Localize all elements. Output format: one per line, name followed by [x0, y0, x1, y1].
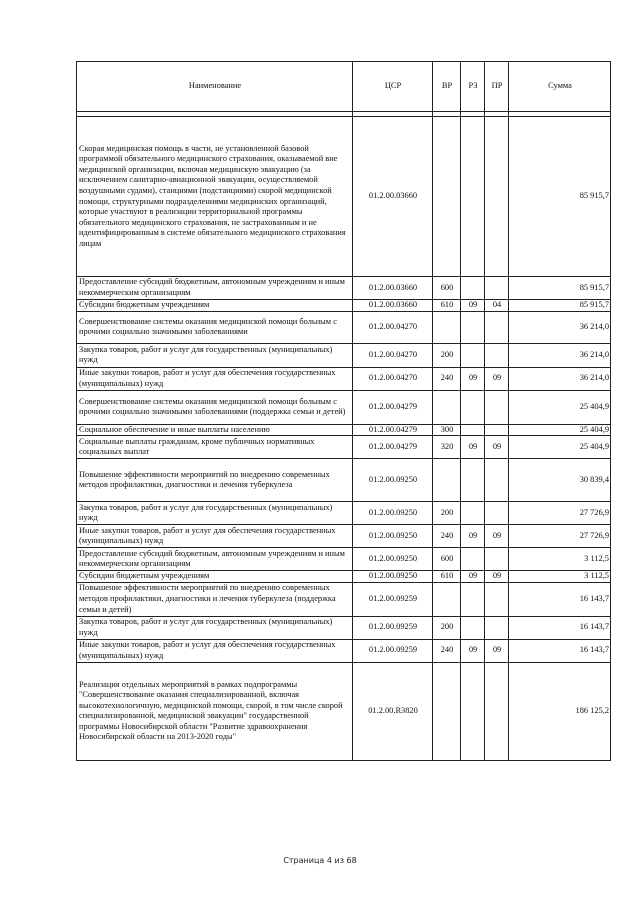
row-csr-cell: 01.2.00.03660: [353, 117, 433, 277]
row-name-cell: Закупка товаров, работ и услуг для государственных (муниципальных) нужд: [77, 616, 353, 639]
row-pr-cell: 09: [485, 436, 509, 459]
row-rz-cell: 09: [461, 525, 485, 548]
table-row: [77, 367, 611, 390]
row-sum-cell: 25 404,9: [509, 424, 611, 436]
row-pr-cell: [485, 424, 509, 436]
table-row: [77, 117, 611, 277]
row-csr-cell: 01.2.00.04279: [353, 436, 433, 459]
row-rz-cell: [461, 390, 485, 424]
row-name-cell: Социальное обеспечение и иные выплаты населению: [77, 424, 353, 436]
row-rz-cell: [461, 548, 485, 571]
row-rz-cell: 09: [461, 436, 485, 459]
row-name-cell: Субсидии бюджетным учреждениям: [77, 571, 353, 583]
row-name-cell: Закупка товаров, работ и услуг для государственных (муниципальных) нужд: [77, 343, 353, 367]
row-name-cell: Скорая медицинская помощь в части, не установленной базовой программой обязательного медицинского страхования, оказываемой вне медицинской организации, включая медицинскую эвакуацию (за исключением санитарно-авиационной эвакуации, осуществляемой воздушными судами), станциями (подстанциями) скорой медицинской помощи, структурными подразделениями медицинских организаций, которые участвуют в реализации территориальной программы обязательного медицинского страхования, не застрахованным и не идентифицированным в системе обязательного медицинского страхования лицам: [77, 117, 353, 277]
row-pr-cell: [485, 662, 509, 760]
row-rz-cell: [461, 311, 485, 343]
row-rz-cell: [461, 277, 485, 300]
row-rz-cell: [461, 424, 485, 436]
table-row: [77, 582, 611, 616]
row-rz-cell: 09: [461, 300, 485, 312]
row-vr-cell: [433, 662, 461, 760]
row-rz-cell: [461, 662, 485, 760]
row-vr-cell: [433, 459, 461, 502]
row-name-cell: Повышение эффективности мероприятий по внедрению современных методов профилактики, диагностики и лечения туберкулеза: [77, 459, 353, 502]
row-sum-cell: 25 404,9: [509, 390, 611, 424]
row-name-cell: Предоставление субсидий бюджетным, автономным учреждениям и иным некоммерческим организациям: [77, 277, 353, 300]
table-row: [77, 300, 611, 312]
row-pr-cell: 09: [485, 367, 509, 390]
row-vr-cell: 600: [433, 548, 461, 571]
table-row: [77, 548, 611, 571]
row-vr-cell: [433, 390, 461, 424]
row-csr-cell: 01.2.00.09259: [353, 639, 433, 662]
row-rz-cell: 09: [461, 571, 485, 583]
row-pr-cell: 09: [485, 639, 509, 662]
row-name-cell: Субсидии бюджетным учреждениям: [77, 300, 353, 312]
row-rz-cell: [461, 616, 485, 639]
row-rz-cell: 09: [461, 639, 485, 662]
row-pr-cell: [485, 311, 509, 343]
row-name-cell: Предоставление субсидий бюджетным, автономным учреждениям и иным некоммерческим организациям: [77, 548, 353, 571]
table-row: [77, 525, 611, 548]
row-csr-cell: 01.2.00.03660: [353, 300, 433, 312]
row-sum-cell: 36 214,0: [509, 311, 611, 343]
table-row: [77, 459, 611, 502]
row-sum-cell: 186 125,2: [509, 662, 611, 760]
row-pr-cell: [485, 277, 509, 300]
table-row: [77, 343, 611, 367]
row-csr-cell: 01.2.00.04279: [353, 424, 433, 436]
row-name-cell: Иные закупки товаров, работ и услуг для обеспечения государственных (муниципальных) нужд: [77, 367, 353, 390]
row-rz-cell: [461, 343, 485, 367]
row-vr-cell: 240: [433, 367, 461, 390]
row-csr-cell: 01.2.00.09259: [353, 582, 433, 616]
row-pr-cell: [485, 459, 509, 502]
header-name: Наименование: [77, 62, 353, 112]
table-row: [77, 311, 611, 343]
row-csr-cell: 01.2.00.04279: [353, 390, 433, 424]
row-vr-cell: [433, 311, 461, 343]
row-sum-cell: 30 839,4: [509, 459, 611, 502]
row-name-cell: Повышение эффективности мероприятий по внедрению современных методов профилактики, диагностики и лечения туберкулеза (поддержка семьи и детей): [77, 582, 353, 616]
row-name-cell: Социальные выплаты гражданам, кроме публичных нормативных социальных выплат: [77, 436, 353, 459]
row-pr-cell: 04: [485, 300, 509, 312]
row-csr-cell: 01.2.00.09259: [353, 616, 433, 639]
page-number: Страница 4 из 68: [283, 856, 357, 865]
row-sum-cell: 36 214,0: [509, 343, 611, 367]
row-sum-cell: 16 143,7: [509, 582, 611, 616]
row-csr-cell: 01.2.00.09250: [353, 459, 433, 502]
header-vr: ВР: [433, 62, 461, 112]
table-row: [77, 502, 611, 525]
row-rz-cell: 09: [461, 367, 485, 390]
row-csr-cell: 01.2.00.R3820: [353, 662, 433, 760]
row-pr-cell: [485, 117, 509, 277]
row-sum-cell: 16 143,7: [509, 616, 611, 639]
budget-table: [76, 61, 611, 761]
row-pr-cell: [485, 548, 509, 571]
row-name-cell: Совершенствование системы оказания медицинской помощи больным с прочими социально значимыми заболеваниями: [77, 311, 353, 343]
row-sum-cell: 36 214,0: [509, 367, 611, 390]
row-vr-cell: 200: [433, 343, 461, 367]
row-vr-cell: 610: [433, 571, 461, 583]
row-vr-cell: 200: [433, 502, 461, 525]
row-vr-cell: 200: [433, 616, 461, 639]
row-name-cell: Иные закупки товаров, работ и услуг для обеспечения государственных (муниципальных) нужд: [77, 525, 353, 548]
row-pr-cell: 09: [485, 571, 509, 583]
row-name-cell: Закупка товаров, работ и услуг для государственных (муниципальных) нужд: [77, 502, 353, 525]
row-csr-cell: 01.2.00.09250: [353, 571, 433, 583]
row-csr-cell: 01.2.00.04270: [353, 367, 433, 390]
row-sum-cell: 85 915,7: [509, 300, 611, 312]
row-name-cell: Совершенствование системы оказания медицинской помощи больным с прочими социально значимыми заболеваниями (поддержка семьи и детей): [77, 390, 353, 424]
row-csr-cell: 01.2.00.09250: [353, 502, 433, 525]
row-pr-cell: [485, 390, 509, 424]
table-header-row: [77, 62, 611, 112]
row-csr-cell: 01.2.00.03660: [353, 277, 433, 300]
row-vr-cell: 600: [433, 277, 461, 300]
row-vr-cell: 320: [433, 436, 461, 459]
row-rz-cell: [461, 502, 485, 525]
row-sum-cell: 3 112,5: [509, 548, 611, 571]
table-row: [77, 424, 611, 436]
table-row: [77, 639, 611, 662]
row-pr-cell: [485, 502, 509, 525]
row-pr-cell: 09: [485, 525, 509, 548]
row-pr-cell: [485, 616, 509, 639]
row-rz-cell: [461, 459, 485, 502]
row-name-cell: Иные закупки товаров, работ и услуг для обеспечения государственных (муниципальных) нужд: [77, 639, 353, 662]
table-row: [77, 436, 611, 459]
row-vr-cell: 240: [433, 639, 461, 662]
row-sum-cell: 3 112,5: [509, 571, 611, 583]
row-sum-cell: 16 143,7: [509, 639, 611, 662]
table-row: [77, 616, 611, 639]
table-row: [77, 571, 611, 583]
row-vr-cell: 300: [433, 424, 461, 436]
header-sum: Сумма: [509, 62, 611, 112]
table-row: [77, 277, 611, 300]
row-csr-cell: 01.2.00.09250: [353, 548, 433, 571]
row-pr-cell: [485, 582, 509, 616]
row-sum-cell: 27 726,9: [509, 525, 611, 548]
row-vr-cell: [433, 582, 461, 616]
row-sum-cell: 85 915,7: [509, 117, 611, 277]
row-csr-cell: 01.2.00.04270: [353, 311, 433, 343]
row-csr-cell: 01.2.00.09250: [353, 525, 433, 548]
row-pr-cell: [485, 343, 509, 367]
header-csr: ЦСР: [353, 62, 433, 112]
row-sum-cell: 25 404,9: [509, 436, 611, 459]
row-name-cell: Реализация отдельных мероприятий в рамках подпрограммы "Совершенствование оказания специализированной, включая высокотехнологичную, медицинской помощи, скорой, в том числе скорой специализированной, медицинской эвакуации" государственной программы Новосибирской области "Развитие здравоохранения Новосибирской области на 2013-2020 годы": [77, 662, 353, 760]
row-rz-cell: [461, 582, 485, 616]
row-vr-cell: 240: [433, 525, 461, 548]
row-csr-cell: 01.2.00.04270: [353, 343, 433, 367]
table-row: [77, 390, 611, 424]
row-sum-cell: 85 915,7: [509, 277, 611, 300]
row-rz-cell: [461, 117, 485, 277]
row-vr-cell: [433, 117, 461, 277]
header-rz: РЗ: [461, 62, 485, 112]
header-pr: ПР: [485, 62, 509, 112]
table-row: [77, 662, 611, 760]
row-sum-cell: 27 726,9: [509, 502, 611, 525]
row-vr-cell: 610: [433, 300, 461, 312]
table-body: [77, 117, 611, 761]
